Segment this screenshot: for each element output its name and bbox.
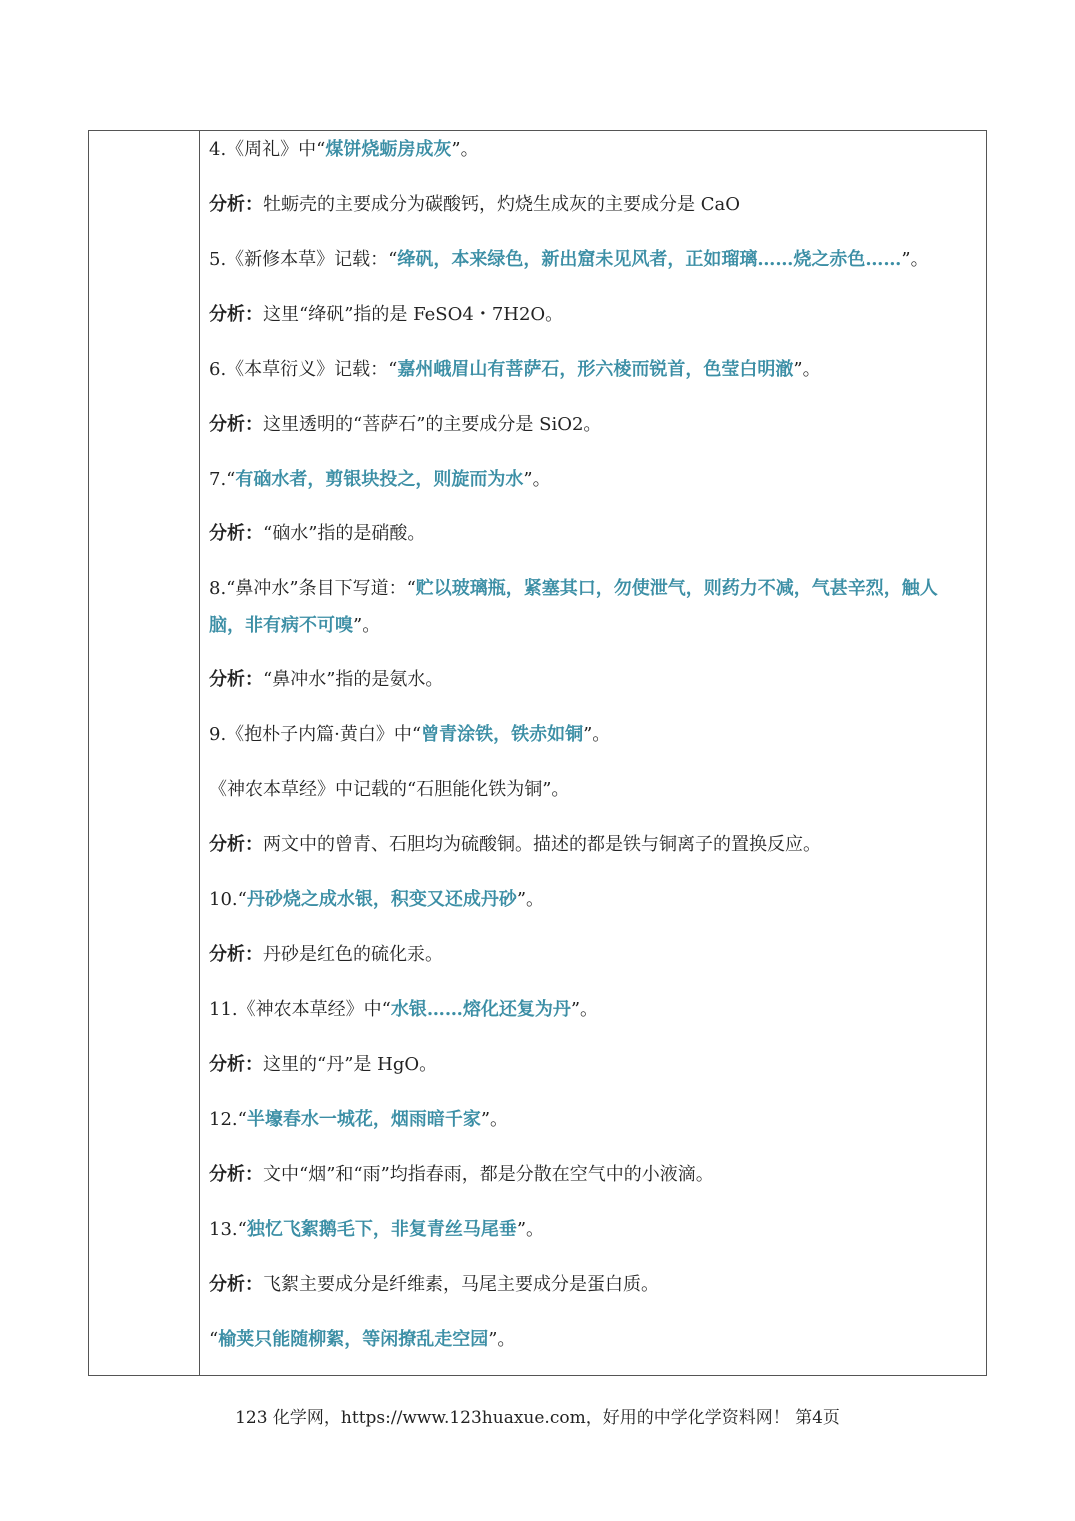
text-span: 10.“ xyxy=(209,889,247,910)
text-span: ”。 xyxy=(480,1109,509,1130)
quote-highlight: 曾青涂铁，铁赤如铜 xyxy=(421,724,584,745)
text-span: ”。 xyxy=(523,469,551,490)
content-table xyxy=(88,130,987,1376)
quote-highlight: 贮以玻璃瓶，紧塞其口，勿使泄气，则药力不减，气甚辛烈，触人脑，非有病不可嗅 xyxy=(209,578,938,636)
quote-highlight: 水银……熔化还复为丹 xyxy=(390,999,571,1020)
text-span: ”。 xyxy=(451,139,479,160)
paragraph-20 xyxy=(209,1211,972,1248)
quote-highlight: 丹砂烧之成水银，积变又还成丹砂 xyxy=(246,889,517,910)
analysis-label: 分析： xyxy=(209,834,263,855)
text-span: ”。 xyxy=(353,615,381,636)
paragraph-18 xyxy=(209,1101,972,1138)
paragraph-1 xyxy=(209,131,972,168)
analysis-label: 分析： xyxy=(209,669,263,690)
text-span: 《神农本草经》中记载的“石胆能化铁为铜”。 xyxy=(209,779,570,800)
paragraph-3 xyxy=(209,241,972,278)
paragraph-8 xyxy=(209,515,972,552)
quote-highlight: 独忆飞絮鹅毛下，非复青丝马尾垂 xyxy=(246,1219,517,1240)
text-span: ”。 xyxy=(793,359,821,380)
text-span: ”。 xyxy=(516,889,545,910)
paragraph-2 xyxy=(209,186,972,223)
quote-highlight: 榆荚只能随柳絮，等闲撩乱走空园 xyxy=(218,1329,489,1350)
text-span: ”。 xyxy=(901,249,929,270)
paragraph-14 xyxy=(209,881,972,918)
text-span: 12.“ xyxy=(209,1109,247,1130)
paragraph-4 xyxy=(209,296,972,333)
text-span: “ xyxy=(209,1329,219,1350)
text-span: 9.《抱朴子内篇·黄白》中“ xyxy=(209,724,422,745)
text-span: 8.“鼻冲水”条目下写道：“ xyxy=(209,578,416,599)
text-span: 文中“烟”和“雨”均指春雨，都是分散在空气中的小液滴。 xyxy=(263,1164,714,1185)
paragraph-21 xyxy=(209,1266,972,1303)
text-span: 7.“ xyxy=(209,469,236,490)
analysis-label: 分析： xyxy=(209,1164,263,1185)
text-span: 13.“ xyxy=(209,1219,247,1240)
text-span: 这里透明的“菩萨石”的主要成分是 SiO2。 xyxy=(263,414,602,435)
text-span: 这里“绛矾”指的是 FeSO4・7H2O。 xyxy=(263,304,564,325)
text-span: “硇水”指的是硝酸。 xyxy=(263,523,426,544)
paragraph-19 xyxy=(209,1156,972,1193)
text-span: 11.《神农本草经》中“ xyxy=(209,999,391,1020)
text-span: ”。 xyxy=(516,1219,545,1240)
text-span: 6.《本草衍义》记载：“ xyxy=(209,359,398,380)
quote-highlight: 有硇水者，剪银块投之，则旋而为水 xyxy=(235,469,524,490)
analysis-label: 分析： xyxy=(209,1274,263,1295)
paragraph-7 xyxy=(209,461,972,498)
analysis-label: 分析： xyxy=(209,194,263,215)
analysis-label: 分析： xyxy=(209,304,263,325)
paragraph-6 xyxy=(209,406,972,443)
analysis-label: 分析： xyxy=(209,414,263,435)
text-span: ”。 xyxy=(570,999,599,1020)
text-span: 牡蛎壳的主要成分为碳酸钙，灼烧生成灰的主要成分是 CaO xyxy=(263,194,740,215)
paragraph-16 xyxy=(209,991,972,1028)
text-span: ”。 xyxy=(583,724,611,745)
paragraph-11 xyxy=(209,716,972,753)
analysis-label: 分析： xyxy=(209,1054,263,1075)
analysis-label: 分析： xyxy=(209,944,263,965)
text-span: 这里的“丹”是 HgO。 xyxy=(263,1054,438,1075)
analysis-label: 分析： xyxy=(209,523,263,544)
quote-highlight: 绛矾，本来绿色，新出窟未见风者，正如瑠璃……烧之赤色…… xyxy=(397,249,902,270)
paragraph-17 xyxy=(209,1046,972,1083)
paragraph-10 xyxy=(209,661,972,698)
paragraph-12 xyxy=(209,771,972,808)
quote-highlight: 半壕春水一城花，烟雨暗千家 xyxy=(246,1109,481,1130)
quote-highlight: 煤饼烧蛎房成灰 xyxy=(325,139,452,160)
table-left-column xyxy=(89,131,200,1375)
paragraph-5 xyxy=(209,351,972,388)
paragraph-9 xyxy=(209,570,972,644)
text-span: ”。 xyxy=(488,1329,516,1350)
text-span: 飞絮主要成分是纤维素，马尾主要成分是蛋白质。 xyxy=(263,1274,659,1295)
paragraph-22 xyxy=(209,1321,972,1358)
text-span: 4.《周礼》中“ xyxy=(209,139,326,160)
text-span: 两文中的曾青、石胆均为硫酸铜。描述的都是铁与铜离子的置换反应。 xyxy=(263,834,821,855)
text-span: 5.《新修本草》记载：“ xyxy=(209,249,398,270)
paragraph-15 xyxy=(209,936,972,973)
text-span: “鼻冲水”指的是氨水。 xyxy=(263,669,444,690)
text-span: 丹砂是红色的硫化汞。 xyxy=(263,944,443,965)
page-footer: 123 化学网，https://www.123huaxue.com，好用的中学化学资料网！ 第4页 xyxy=(235,1408,840,1428)
paragraph-13 xyxy=(209,826,972,863)
quote-highlight: 嘉州峨眉山有菩萨石，形六棱而锐首，色莹白明澈 xyxy=(397,359,794,380)
